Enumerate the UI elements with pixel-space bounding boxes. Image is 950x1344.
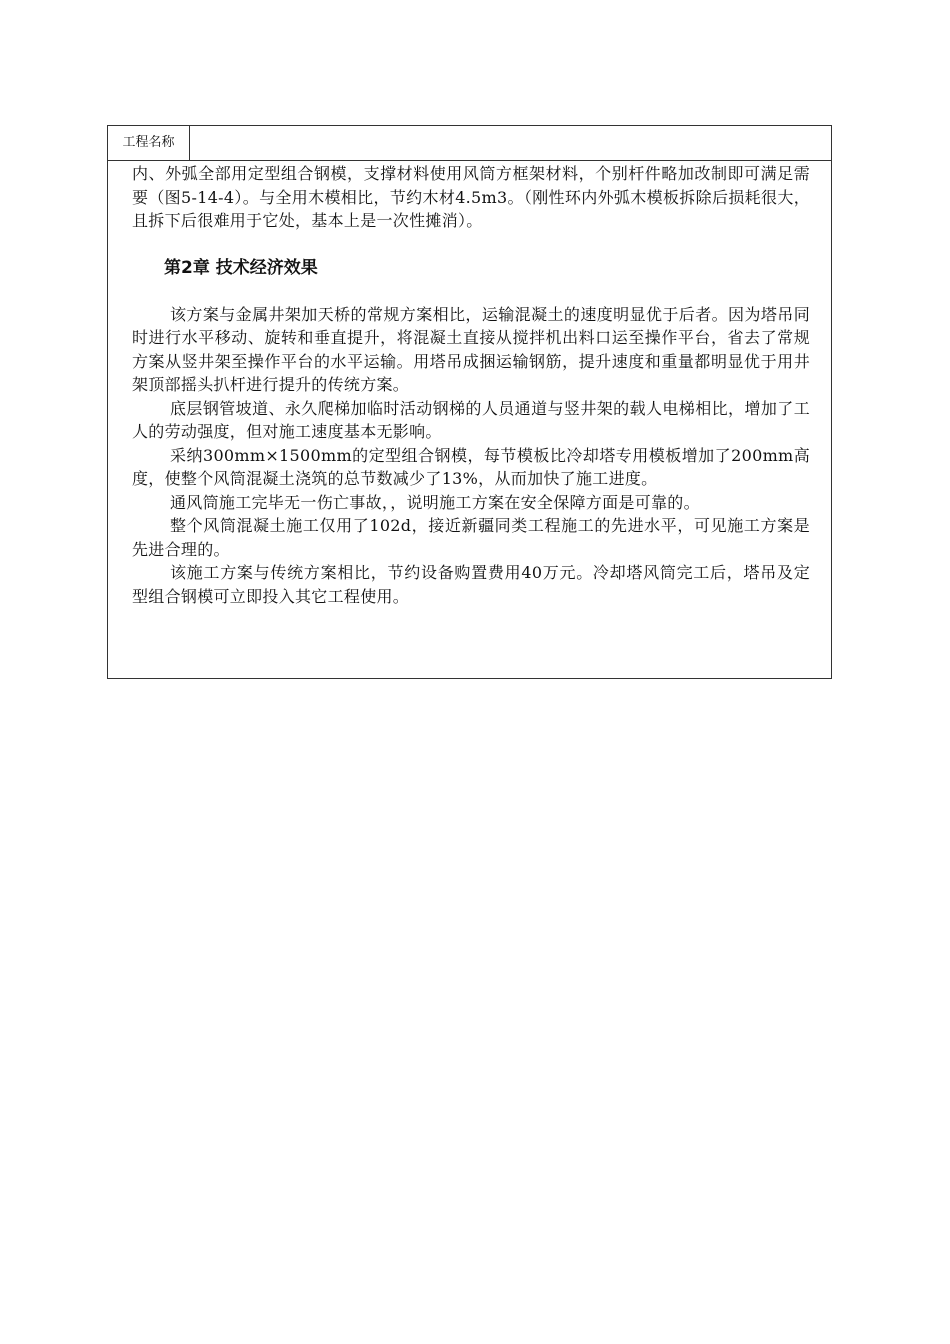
- document-body: [132, 162, 810, 608]
- chapter-heading: 第2章 技术经济效果: [164, 257, 318, 278]
- paragraph-5: 整个风筒混凝土施工仅用了102d，接近新疆同类工程施工的先进水平，可见施工方案是先进合理的。: [132, 516, 810, 559]
- header-row: [108, 126, 831, 161]
- project-name-label: 工程名称: [108, 126, 190, 160]
- paragraph-2: 底层钢管坡道、永久爬梯加临时活动钢梯的人员通道与竖井架的载人电梯相比，增加了工人的劳动强度，但对施工速度基本无影响。: [132, 398, 810, 441]
- project-name-value: [190, 126, 831, 160]
- document-table: [107, 125, 832, 679]
- intro-paragraph: 内、外弧全部用定型组合钢模，支撑材料使用风筒方框架材料，个别杆件略加改制即可满足需要（图5-14-4）。与全用木模相比，节约木材4.5m3。（刚性环内外弧木模板拆除后损耗很大，且拆下后很难用于它处，基本上是一次性摊消）。: [132, 164, 810, 230]
- paragraph-3: 采纳300mm×1500mm的定型组合钢模，每节模板比冷却塔专用模板增加了200mm高度，使整个风筒混凝土浇筑的总节数减少了13%，从而加快了施工进度。: [132, 445, 810, 488]
- paragraph-6: 该施工方案与传统方案相比，节约设备购置费用40万元。冷却塔风筒完工后，塔吊及定型组合钢模可立即投入其它工程使用。: [132, 563, 810, 606]
- paragraph-4: 通风筒施工完毕无一伤亡事故，，说明施工方案在安全保障方面是可靠的。: [170, 492, 700, 512]
- paragraph-1: 该方案与金属井架加天桥的常规方案相比，运输混凝土的速度明显优于后者。因为塔吊同时进行水平移动、旋转和垂直提升，将混凝土直接从搅拌机出料口运至操作平台，省去了常规方案从竖井架至操作平台的水平运输。用塔吊成捆运输钢筋，提升速度和重量都明显优于用井架顶部摇头扒杆进行提升的传统方案。: [132, 304, 810, 394]
